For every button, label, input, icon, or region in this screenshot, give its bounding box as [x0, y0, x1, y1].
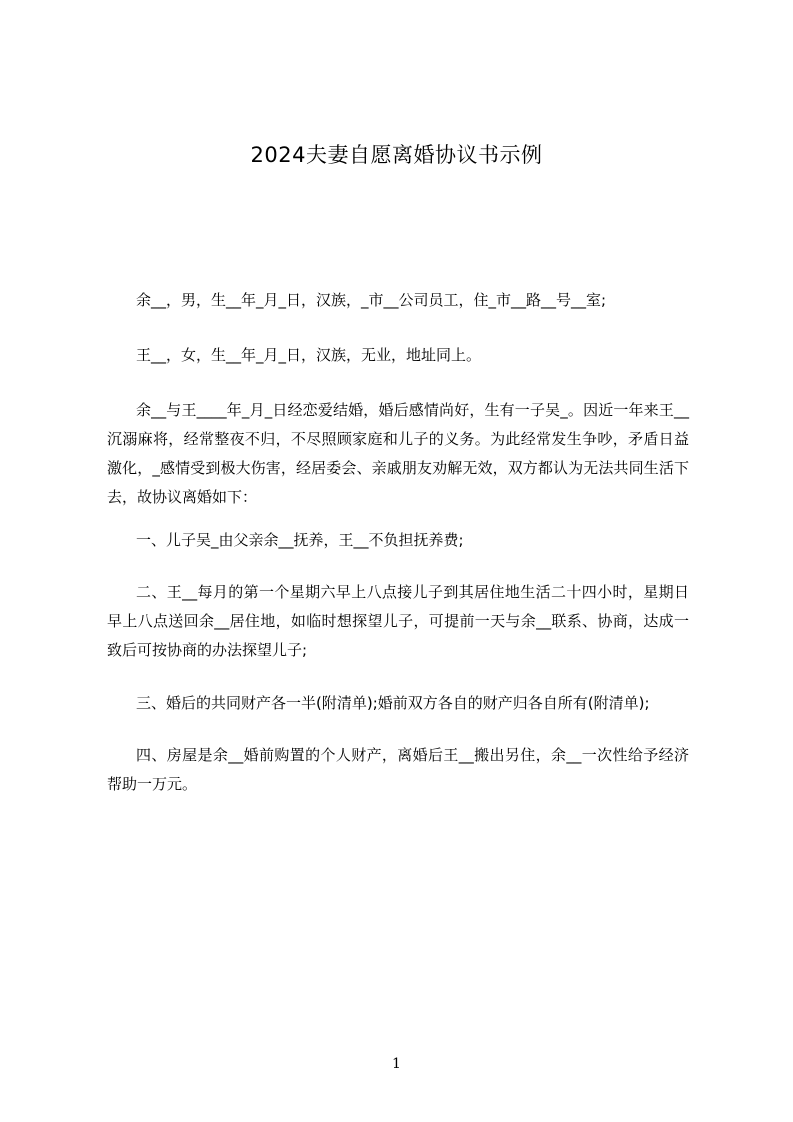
paragraph-party-female: 王__，女，生__年_月_日，汉族，无业，地址同上。: [136, 346, 482, 364]
clause-custody: 一、儿子吴_由父亲余__抚养，王__不负担抚养费;: [136, 531, 464, 549]
paragraph-background: 余__与王____年_月_日经恋爱结婚，婚后感情尚好，生有一子吴_。因近一年来王__沉溺麻将，经常整夜不归，不尽照顾家庭和儿子的义务。为此经常发生争吵，矛盾日益激化，_感情受到极大伤害，经居委会、亲戚朋友劝解无效，双方都认为无法共同生活下去，故协议离婚如下：: [107, 401, 689, 506]
page-number: 1: [392, 1056, 401, 1072]
clause-visitation: 二、王__每月的第一个星期六早上八点接儿子到其居住地生活二十四小时，星期日早上八点送回余__居住地，如临时想探望儿子，可提前一天与余__联系、协商，达成一致后可按协商的办法探望儿子;: [107, 583, 689, 659]
clause-house: 四、房屋是余__婚前购置的个人财产，离婚后王__搬出另住，余__一次性给予经济帮助一万元。: [107, 746, 689, 793]
paragraph-party-male: 余__，男，生__年_月_日，汉族，_市__公司员工，住_市__路__号__室;: [136, 291, 607, 309]
clause-property: 三、婚后的共同财产各一半(附清单);婚前双方各自的财产归各自所有(附清单);: [136, 694, 650, 712]
document-title: 2024夫妻自愿离婚协议书示例: [250, 143, 543, 167]
